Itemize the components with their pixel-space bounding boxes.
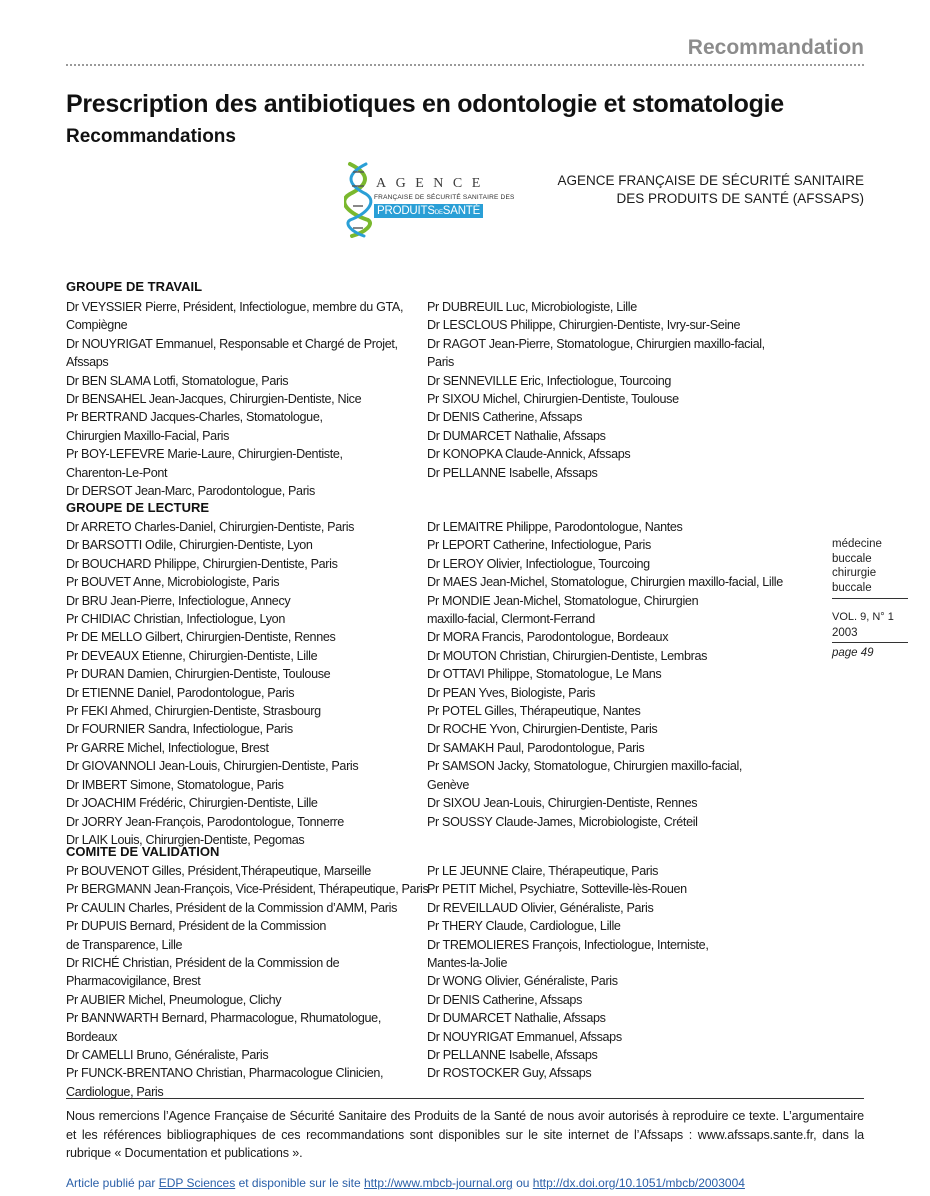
section-tag: Recommandation bbox=[687, 36, 864, 59]
list-item: Dr SENNEVILLE Eric, Infectiologue, Tourcoing bbox=[427, 373, 672, 388]
list-item: Dr BEN SLAMA Lotfi, Stomatologue, Paris bbox=[66, 373, 289, 388]
list-item: Dr DENIS Catherine, Afssaps bbox=[427, 410, 583, 425]
list-item: Dr DUMARCET Nathalie, Afssaps bbox=[427, 1011, 606, 1026]
footer-divider bbox=[66, 1098, 864, 1099]
list-item: Paris bbox=[427, 355, 454, 370]
list-item: Pr PETIT Michel, Psychiatre, Sotteville-lès-Rouen bbox=[427, 882, 687, 897]
dna-helix-icon bbox=[344, 160, 374, 238]
list-item: Pr SIXOU Michel, Chirurgien-Dentiste, Toulouse bbox=[427, 392, 679, 407]
list-item: Dr RICHÉ Christian, Président de la Commission de bbox=[66, 956, 340, 971]
list-item: Pr AUBIER Michel, Pneumologue, Clichy bbox=[66, 992, 282, 1007]
heading-comite-de-validation: COMITE DE VALIDATION bbox=[66, 844, 220, 859]
validation-left-column bbox=[66, 862, 429, 1101]
list-item: Pr LEPORT Catherine, Infectiologue, Paris bbox=[427, 538, 651, 553]
list-item: Pr BANNWARTH Bernard, Pharmacologue, Rhumatologue, bbox=[66, 1011, 381, 1026]
available-text: et disponible sur le site bbox=[238, 1176, 361, 1190]
list-item: Dr ROCHE Yvon, Chirurgien-Dentiste, Paris bbox=[427, 722, 658, 737]
list-item: Dr DENIS Catherine, Afssaps bbox=[427, 992, 583, 1007]
list-item: Pr MONDIE Jean-Michel, Stomatologue, Chirurgien bbox=[427, 593, 699, 608]
page-subtitle: Recommandations bbox=[66, 126, 236, 147]
list-item: Dr REVEILLAUD Olivier, Généraliste, Paris bbox=[427, 900, 654, 915]
list-item: Dr LESCLOUS Philippe, Chirurgien-Dentiste, Ivry-sur-Seine bbox=[427, 318, 741, 333]
agency-line-2: DES PRODUITS DE SANTÉ (AFSSAPS) bbox=[616, 191, 864, 206]
list-item: Pr FUNCK-BRENTANO Christian, Pharmacologue Clinicien, bbox=[66, 1066, 384, 1081]
list-item: Dr OTTAVI Philippe, Stomatologue, Le Mans bbox=[427, 667, 662, 682]
list-item: médecine bbox=[832, 538, 882, 550]
list-item: Dr NOUYRIGAT Emmanuel, Afssaps bbox=[427, 1029, 622, 1044]
list-item: Dr KONOPKA Claude-Annick, Afssaps bbox=[427, 447, 631, 462]
list-item: Dr DUMARCET Nathalie, Afssaps bbox=[427, 428, 606, 443]
agency-name bbox=[557, 172, 864, 208]
journal-page: page 49 bbox=[832, 647, 874, 659]
list-item: Compiègne bbox=[66, 318, 128, 333]
logo-produits-sante bbox=[374, 204, 483, 218]
list-item: Pr LE JEUNNE Claire, Thérapeutique, Paris bbox=[427, 864, 659, 878]
list-item: maxillo-facial, Clermont-Ferrand bbox=[427, 612, 595, 627]
list-item: buccale bbox=[832, 552, 872, 565]
list-item: Pr BERGMANN Jean-François, Vice-Président, Thérapeutique, Paris bbox=[66, 882, 429, 897]
list-item: Pr THERY Claude, Cardiologue, Lille bbox=[427, 919, 621, 934]
list-item: Pr POTEL Gilles, Thérapeutique, Nantes bbox=[427, 704, 641, 719]
list-item: Pr BOUVENOT Gilles, Président,Thérapeutique, Marseille bbox=[66, 864, 371, 878]
travail-left-column bbox=[66, 298, 416, 500]
publisher-link[interactable]: EDP Sciences bbox=[158, 1176, 236, 1190]
list-item: Genève bbox=[427, 777, 470, 792]
list-item: Dr TREMOLIERES François, Infectiologue, Interniste, bbox=[427, 937, 709, 952]
list-item: Dr MOUTON Christian, Chirurgien-Dentiste, Lembras bbox=[427, 648, 708, 663]
list-item: Dr PELLANNE Isabelle, Afssaps bbox=[427, 465, 598, 480]
page-title: Prescription des antibiotiques en odontologie et stomatologie bbox=[66, 90, 784, 118]
list-item: Pr BOUVET Anne, Microbiologiste, Paris bbox=[66, 575, 280, 590]
list-item: Pr BERTRAND Jacques-Charles, Stomatologue, bbox=[66, 410, 323, 425]
list-item: Pr GARRE Michel, Infectiologue, Brest bbox=[66, 740, 269, 755]
acknowledgement-text: Nous remercions l’Agence Française de Sécurité Sanitaire des Produits de la Santé de nous avoir autorisés à reproduire ce texte. L’argumentaire et les références bibliographiques de ces recommandations sont disponibles sur le site internet de l’Afssaps : www.afssaps.sante.fr, dans la rubrique « Documentation et publications ». bbox=[66, 1109, 864, 1160]
heading-groupe-de-travail: GROUPE DE TRAVAIL bbox=[66, 279, 203, 294]
header-dotted-divider bbox=[66, 64, 864, 66]
list-item: Dr BENSAHEL Jean-Jacques, Chirurgien-Dentiste, Nice bbox=[66, 392, 362, 407]
list-item: Pr BOY-LEFEVRE Marie-Laure, Chirurgien-Dentiste, bbox=[66, 447, 343, 462]
list-item: Dr BOUCHARD Philippe, Chirurgien-Dentiste, Paris bbox=[66, 556, 338, 571]
list-item: Dr MAES Jean-Michel, Stomatologue, Chirurgien maxillo-facial, Lille bbox=[427, 575, 783, 590]
logo-du: DE bbox=[434, 210, 443, 216]
list-item: Cardiologue, Paris bbox=[66, 1084, 164, 1099]
list-item: Dr FOURNIER Sandra, Infectiologue, Paris bbox=[66, 722, 293, 737]
logo-produits: PRODUITS bbox=[377, 205, 435, 217]
list-item: Pr DEVEAUX Etienne, Chirurgien-Dentiste, Lille bbox=[66, 648, 318, 663]
logo-agence: AGENCE bbox=[376, 176, 490, 191]
list-item: Mantes-la-Jolie bbox=[427, 956, 508, 971]
list-item: Dr GIOVANNOLI Jean-Louis, Chirurgien-Dentiste, Paris bbox=[66, 759, 359, 774]
heading-groupe-de-lecture: GROUPE DE LECTURE bbox=[66, 500, 210, 515]
lecture-left-column bbox=[66, 518, 416, 849]
list-item: Dr ARRETO Charles-Daniel, Chirurgien-Dentiste, Paris bbox=[66, 520, 355, 534]
journal-year: 2003 bbox=[832, 627, 858, 639]
list-item: Dr PEAN Yves, Biologiste, Paris bbox=[427, 685, 596, 700]
list-item: Dr PELLANNE Isabelle, Afssaps bbox=[427, 1048, 598, 1063]
list-item: Dr LEMAITRE Philippe, Parodontologue, Nantes bbox=[427, 520, 683, 534]
list-item: Dr ETIENNE Daniel, Parodontologue, Paris bbox=[66, 685, 295, 700]
list-item: chirurgie bbox=[832, 567, 877, 579]
list-item: Pr DE MELLO Gilbert, Chirurgien-Dentiste, Rennes bbox=[66, 630, 336, 645]
list-item: Dr LEROY Olivier, Infectiologue, Tourcoing bbox=[427, 556, 650, 571]
logo-sante: SANTÉ bbox=[442, 205, 481, 217]
article-prefix: Article publié par bbox=[66, 1176, 156, 1190]
list-item: Dr NOUYRIGAT Emmanuel, Responsable et Chargé de Projet, bbox=[66, 336, 398, 351]
list-item: Pharmacovigilance, Brest bbox=[66, 974, 201, 989]
list-item: Dr IMBERT Simone, Stomatologue, Paris bbox=[66, 777, 284, 792]
list-item: Afssaps bbox=[66, 355, 109, 370]
list-item: Dr JOACHIM Frédéric, Chirurgien-Dentiste, Lille bbox=[66, 796, 318, 811]
list-item: Pr DUBREUIL Luc, Microbiologiste, Lille bbox=[427, 300, 637, 314]
list-item: de Transparence, Lille bbox=[66, 937, 183, 952]
list-item: buccale bbox=[832, 581, 872, 594]
list-item: Dr RAGOT Jean-Pierre, Stomatologue, Chirurgien maxillo-facial, bbox=[427, 336, 765, 351]
sidebar-divider-2 bbox=[832, 642, 908, 643]
list-item: Dr SIXOU Jean-Louis, Chirurgien-Dentiste, Rennes bbox=[427, 796, 698, 811]
list-item: Pr SAMSON Jacky, Stomatologue, Chirurgien maxillo-facial, bbox=[427, 759, 743, 774]
list-item: Charenton-Le-Pont bbox=[66, 465, 168, 480]
doi-link[interactable]: http://dx.doi.org/10.1051/mbcb/2003004 bbox=[532, 1176, 745, 1190]
list-item: Pr CHIDIAC Christian, Infectiologue, Lyon bbox=[66, 612, 285, 627]
afssaps-logo bbox=[344, 160, 515, 238]
list-item: Pr CAULIN Charles, Président de la Commission d’AMM, Paris bbox=[66, 900, 398, 915]
list-item: Dr SAMAKH Paul, Parodontologue, Paris bbox=[427, 740, 645, 755]
list-item: Dr LAIK Louis, Chirurgien-Dentiste, Pegomas bbox=[66, 832, 305, 847]
list-item: Chirurgien Maxillo-Facial, Paris bbox=[66, 428, 230, 443]
journal-name bbox=[832, 537, 908, 595]
list-item: Pr DURAN Damien, Chirurgien-Dentiste, Toulouse bbox=[66, 667, 331, 682]
journal-volume: VOL. 9, N° 1 bbox=[832, 611, 894, 623]
travail-right-column bbox=[427, 298, 777, 482]
list-item: Pr DUPUIS Bernard, Président de la Commission bbox=[66, 919, 327, 934]
article-info-line bbox=[66, 1176, 745, 1190]
list-item: Dr BARSOTTI Odile, Chirurgien-Dentiste, Lyon bbox=[66, 538, 313, 553]
list-item: Bordeaux bbox=[66, 1029, 118, 1044]
list-item: Dr MORA Francis, Parodontologue, Bordeaux bbox=[427, 630, 669, 645]
journal-site-link[interactable]: http://www.mbcb-journal.org bbox=[363, 1176, 513, 1190]
list-item: Dr VEYSSIER Pierre, Président, Infectiologue, membre du GTA, bbox=[66, 300, 404, 314]
or-text: ou bbox=[516, 1176, 530, 1190]
list-item: Pr SOUSSY Claude-James, Microbiologiste, Créteil bbox=[427, 814, 698, 829]
list-item: Dr BRU Jean-Pierre, Infectiologue, Annecy bbox=[66, 593, 291, 608]
list-item: Pr FEKI Ahmed, Chirurgien-Dentiste, Strasbourg bbox=[66, 704, 321, 719]
logo-small-line: FRANÇAISE DE SÉCURITÉ SANITAIRE DES bbox=[374, 194, 515, 201]
agency-line-1: AGENCE FRANÇAISE DE SÉCURITÉ SANITAIRE bbox=[557, 173, 864, 188]
list-item: Dr ROSTOCKER Guy, Afssaps bbox=[427, 1066, 592, 1081]
list-item: Dr WONG Olivier, Généraliste, Paris bbox=[427, 974, 618, 989]
list-item: Dr CAMELLI Bruno, Généraliste, Paris bbox=[66, 1048, 269, 1063]
lecture-right-column bbox=[427, 518, 783, 831]
sidebar-divider-1 bbox=[832, 598, 908, 599]
validation-right-column bbox=[427, 862, 777, 1083]
list-item: Dr JORRY Jean-François, Parodontologue, Tonnerre bbox=[66, 814, 344, 829]
list-item: Dr DERSOT Jean-Marc, Parodontologue, Paris bbox=[66, 484, 315, 499]
